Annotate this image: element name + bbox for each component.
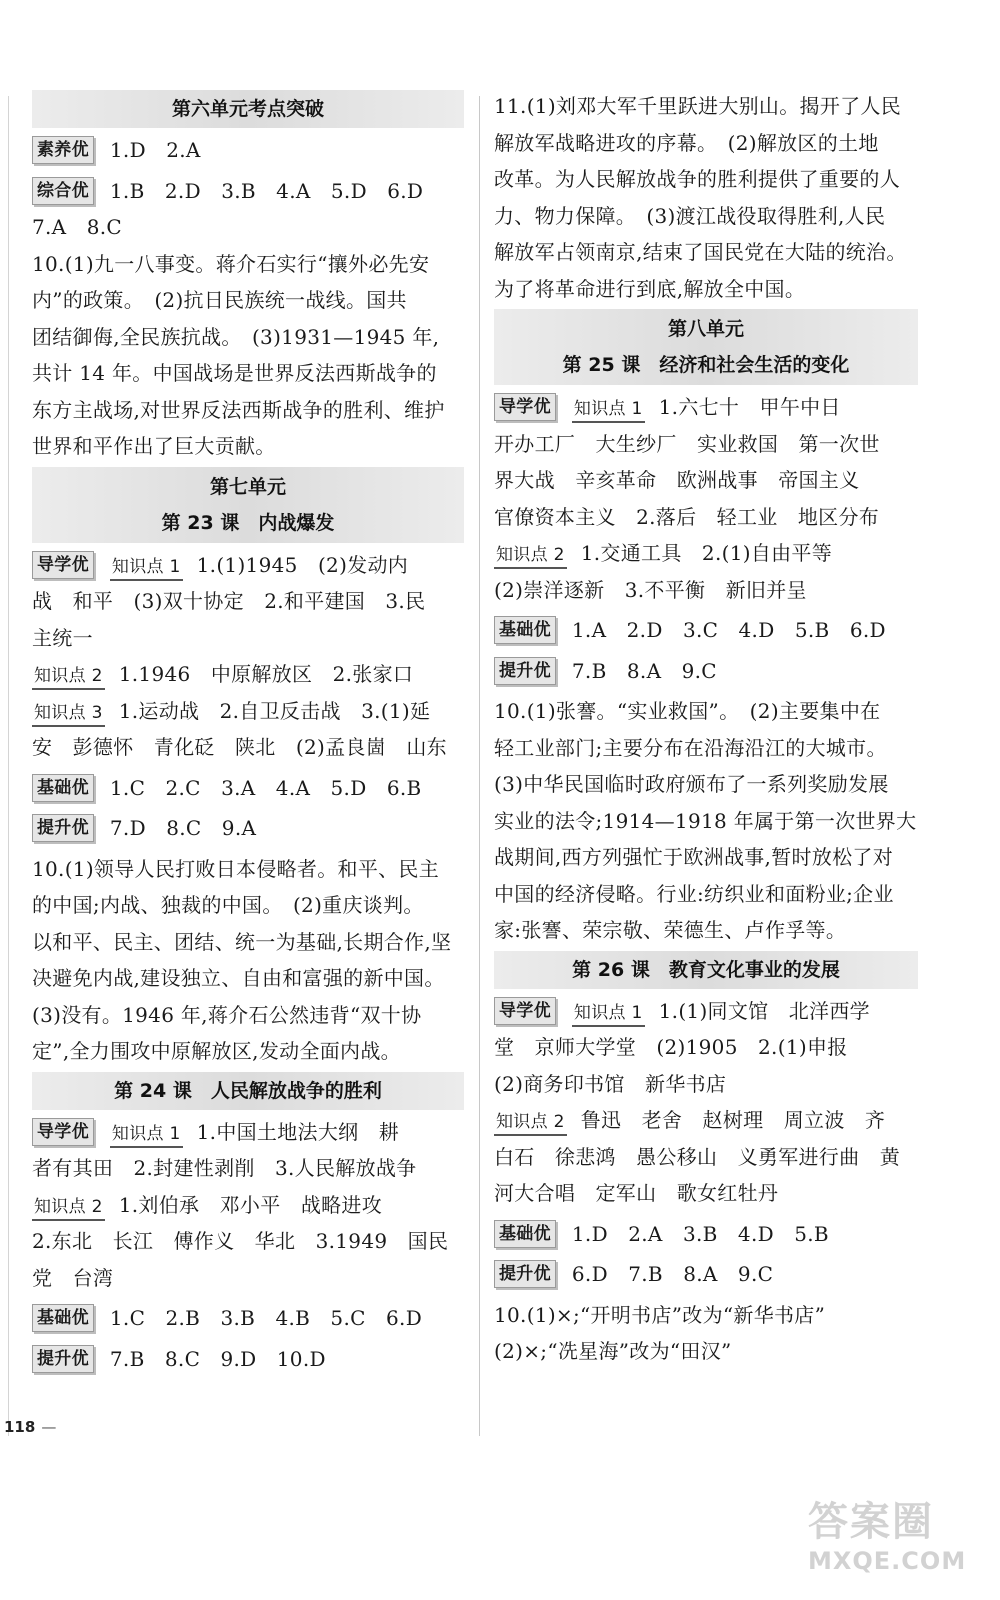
answer-line-jichu: 基础优 1.C 2.B 3.B 4.B 5.C 6.D [32,1300,464,1337]
unit-title: 第八单元 [667,318,744,340]
answer-line-daoxue: 导学优 知识点 1 1.(1)1945 (2)发动内 [32,547,464,584]
lesson-title: 第 25 课 经济和社会生活的变化 [562,354,850,376]
answer-line: 中国的经济侵略。行业:纺织业和面粉业;企业 [494,881,894,906]
answer-line-suyang: 素养优 1.D 2.A [32,132,464,169]
column-divider [479,96,480,1436]
answer-line: 战期间,西方列强忙于欧洲战事,暂时放松了对 [494,845,894,869]
section-title-unit7 [32,467,464,543]
answer-line: 定”,全力围攻中原解放区,发动全面内战。 [32,1039,401,1063]
label-badge-jichu: 基础优 [494,616,556,644]
answer-line: 11.(1)刘邓大军千里跃进大别山。揭开了人民 [494,94,902,118]
answer-line-jichu: 基础优 1.C 2.C 3.A 4.A 5.D 6.B [32,770,464,807]
answer-line-tisheng: 提升优 7.B 8.A 9.C [494,653,918,690]
answer-line: 10.(1)×;“开明书店”改为“新华书店” [494,1302,826,1327]
answer-line: 共计 14 年。中国战场是世界反法西斯战争的 [32,361,437,385]
right-column [494,88,918,1370]
answer-line: 主统一 [32,625,93,650]
label-badge-tisheng: 提升优 [494,1260,556,1288]
answer-line-kp2: 知识点 2 1.交通工具 2.(1)自由平等 [494,535,918,572]
question-10-lesson23 [32,851,464,1070]
answer-line: 官僚资本主义 2.落后 轻工业 地区分布 [494,504,880,529]
answer-line: 家:张謇、荣宗敬、荣德生、卢作孚等。 [494,918,847,942]
answer-line: 力、物力保障。 (3)渡江战役取得胜利,人民 [494,203,886,228]
label-badge-jichu: 基础优 [32,1304,94,1332]
answer-line-kp3: 知识点 3 1.运动战 2.自卫反击战 3.(1)延 [32,693,464,730]
answer-line-zonghe: 综合优 1.B 2.D 3.B 4.A 5.D 6.D [32,173,464,210]
answer-line-daoxue: 导学优 知识点 1 1.六七十 甲午中日 [494,389,918,426]
answer-line: (2)商务印书馆 新华书店 [494,1071,727,1096]
section-title-lesson24: 第 24 课 人民解放战争的胜利 [32,1072,464,1110]
knowledge-point-label: 知识点 2 [32,664,105,690]
answer-line: 战 和平 (3)双十协定 2.和平建国 3.民 [32,589,426,613]
answer-line-daoxue: 导学优 知识点 1 1.(1)同文馆 北洋西学 [494,993,918,1030]
label-badge-jichu: 基础优 [32,774,94,802]
answer-line-tisheng: 提升优 7.B 8.C 9.D 10.D [32,1341,464,1378]
answer-line-tisheng: 提升优 6.D 7.B 8.A 9.C [494,1256,918,1293]
knowledge-point-label: 知识点 2 [494,1110,567,1136]
left-column [32,88,464,1377]
answer-line: 2.东北 长江 傅作义 华北 3.1949 国民 [32,1229,449,1253]
answer-line-jichu: 基础优 1.A 2.D 3.C 4.D 5.B 6.D [494,612,918,649]
label-badge-tisheng: 提升优 [32,814,94,842]
question-10-lesson25 [494,693,918,949]
knowledge-point-label: 知识点 1 [572,1001,645,1027]
page-number-dash: — [41,1418,57,1436]
watermark-text: 答案圈 [808,1499,934,1545]
section-title-lesson26: 第 26 课 教育文化事业的发展 [494,951,918,989]
answer-line: 安 彭德怀 青化砭 陕北 (2)孟良崮 山东 [32,735,447,759]
knowledge-point-label: 知识点 2 [32,1195,105,1221]
knowledge-point-label: 知识点 3 [32,701,105,727]
answer-line: 7.A 8.C [32,215,123,239]
label-badge-daoxue: 导学优 [32,551,94,579]
knowledge-point-label: 知识点 2 [494,543,567,569]
answer-line: 实业的法令;1914—1918 年属于第一次世界大 [494,808,917,833]
unit-title: 第七单元 [209,475,286,498]
answer-line: 改革。为人民解放战争的胜利提供了重要的人 [494,167,900,191]
knowledge-point-label: 知识点 1 [110,555,183,581]
answer-line: 的中国;内战、独裁的中国。 (2)重庆谈判。 [32,893,424,917]
answer-line: 党 台湾 [32,1265,114,1290]
label-badge-tisheng: 提升优 [32,1345,94,1373]
answer-line: 10.(1)张謇。“实业救国”。 (2)主要集中在 [494,699,881,723]
question-10-unit6 [32,246,464,465]
answer-line: 以和平、民主、团结、统一为基础,长期合作,坚 [32,929,452,954]
knowledge-point-label: 知识点 1 [572,397,645,423]
answer-line: 轻工业部门;主要分布在沿海沿江的大城市。 [494,735,887,760]
answer-line: 团结御侮,全民族抗战。 (3)1931—1945 年, [32,324,440,349]
lesson-title: 第 23 课 内战爆发 [161,511,335,534]
answer-line: 10.(1)九一八事变。蒋介石实行“攘外必先安 [32,251,430,276]
answer-line: 内”的政策。 (2)抗日民族统一战线。国共 [32,288,407,312]
answer-line-tisheng: 提升优 7.D 8.C 9.A [32,810,464,847]
answer-line: (2)崇洋逐新 3.不平衡 新旧并呈 [494,577,807,602]
answer-line: 界大战 辛亥革命 欧洲战事 帝国主义 [494,468,860,492]
label-badge-zonghe: 综合优 [32,177,94,205]
watermark-logo [808,1498,978,1594]
answer-line: 10.(1)领导人民打败日本侵略者。和平、民主 [32,856,440,881]
answer-line: 堂 京师大学堂 (2)1905 2.(1)申报 [494,1035,848,1059]
left-margin-rule [8,96,9,1436]
answer-line-jichu: 基础优 1.D 2.A 3.B 4.D 5.B [494,1216,918,1253]
question-10-lesson26 [494,1297,918,1370]
section-title-unit6-review: 第六单元考点突破 [32,90,464,128]
answer-line: 白石 徐悲鸿 愚公移山 义勇军进行曲 黄 [494,1144,900,1169]
answer-line: 解放军战略进攻的序幕。 (2)解放区的土地 [494,130,879,155]
answer-line: 为了将革命进行到底,解放全中国。 [494,276,806,301]
answer-line: (3)中华民国临时政府颁布了一系列奖励发展 [494,772,889,796]
answer-line-daoxue: 导学优 知识点 1 1.中国土地法大纲 耕 [32,1114,464,1151]
label-badge-daoxue: 导学优 [32,1118,94,1146]
answer-line: 东方主战场,对世界反法西斯战争的胜利、维护 [32,397,445,422]
section-title-unit8 [494,309,918,385]
answer-line: 决避免内战,建设独立、自由和富强的新中国。 [32,966,445,990]
answer-line-kp2: 知识点 2 1.刘伯承 邓小平 战略进攻 [32,1187,464,1224]
answer-line: 世界和平作出了巨大贡献。 [32,434,276,458]
label-badge-jichu: 基础优 [494,1220,556,1248]
label-badge-suyang: 素养优 [32,136,94,164]
answer-line: 者有其田 2.封建性剥削 3.人民解放战争 [32,1156,417,1180]
page-number: 118 — [4,1418,57,1436]
watermark-url: MXQE.COM [808,1547,967,1575]
answer-line: (3)没有。1946 年,蒋介石公然违背“双十协 [32,1002,422,1027]
label-badge-daoxue: 导学优 [494,997,556,1025]
knowledge-point-label: 知识点 1 [110,1122,183,1148]
label-badge-tisheng: 提升优 [494,657,556,685]
question-11-lesson24 [494,88,918,307]
answer-line: 开办工厂 大生纱厂 实业救国 第一次世 [494,431,880,456]
label-badge-daoxue: 导学优 [494,393,556,421]
answer-line-kp2: 知识点 2 鲁迅 老舍 赵树理 周立波 齐 [494,1102,918,1139]
answer-line: (2)×;“冼星海”改为“田汉” [494,1339,732,1363]
answer-line: 解放军占领南京,结束了国民党在大陆的统治。 [494,240,907,264]
answer-line-kp2: 知识点 2 1.1946 中原解放区 2.张家口 [32,656,464,693]
answer-line: 河大合唱 定军山 歌女红牡丹 [494,1181,779,1205]
